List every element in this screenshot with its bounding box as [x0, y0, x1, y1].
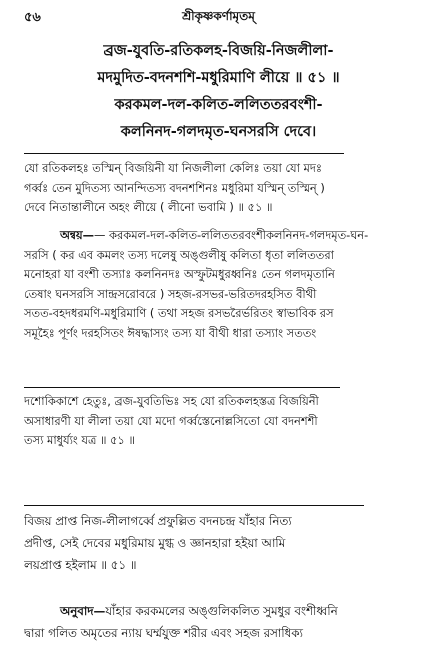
verse-line: মদমুদিত-বদনশশি-মধুরিমাণি লীয়ে ॥ ৫১ ॥: [97, 70, 340, 86]
commentary-line: অসাধারণী যা লীলা তয়া যো মদো গর্ব্বস্তেনোল্লসিতো যো বদনশশী: [24, 413, 318, 428]
commentary-block-1: [24, 159, 417, 218]
verse-line: ব্রজ-যুবতি-রতিকলহ-বিজয়ি-নিজলীলা-: [103, 43, 334, 59]
anvaya-line: তেষাং ঘনসরসি সান্দ্রসরোবরে ) সহজ-রসভর-ভরিতদরহসিত বীথী: [24, 286, 317, 301]
verse-line: করকমল-দল-কলিত-ললিততরবংশী-: [114, 97, 323, 113]
anuvad-line: যাঁহার করকমলের অঙ্গুলিকলিত সুমধুর বংশীধ্বনি: [105, 604, 338, 618]
divider: [24, 153, 344, 154]
verse-block: [24, 38, 413, 146]
commentary-line: যো রতিকলহঃ তস্মিন্ বিজয়িনী যা নিজলীলা কেলিঃ তয়া যো মদঃ: [24, 161, 322, 175]
anuvad-block: [24, 600, 417, 644]
translation-block: [24, 510, 417, 576]
commentary-line: দশোকিকাশে হেতুঃ, ব্রজ-যুবতিভিঃ সহ যো রতিকলহস্তত্র বিজয়িনী: [24, 394, 319, 408]
verse-line: কলনিনদ-গলদমৃত-ঘনসরসি দেবে।: [120, 124, 317, 140]
divider: [24, 505, 364, 506]
page-number: ৫৬: [24, 10, 41, 25]
commentary-line: গর্ব্বঃ তেন মুদিতস্য আনন্দিতস্য বদনশশিনঃ মধুরিমা যস্মিন্ তস্মিন্ ): [24, 180, 325, 195]
translation-line: বিজয় প্রাপ্ত নিজ-লীলাগর্ব্বে প্রফুল্লিত বদনচন্দ্র যাঁহার নিত্য: [24, 514, 292, 528]
running-title: শ্রীকৃষ্ণকর্ণামৃতম্: [182, 9, 255, 23]
anvaya-label: অন্বয়—: [60, 228, 95, 242]
commentary-line: তস্য মাধুর্য্যং যত্র ॥ ৫১ ॥: [24, 433, 135, 447]
anvaya-block: [24, 226, 417, 343]
anvaya-line: সরসি ( কর এব কমলং তস্য দলেষু অঙ্গুলীষু কলিতা ধৃতা ললিততরা: [24, 247, 334, 262]
anuvad-line: দ্বারা গলিত অমৃতের ন্যায় ঘর্ম্মযুক্ত শরীর এবং সহজ রসাধিক্য: [24, 626, 303, 640]
commentary-block-2: [24, 392, 417, 451]
divider: [24, 387, 340, 388]
anvaya-first-line: [24, 226, 417, 246]
commentary-line: দেবে নিতান্তালীনে অহং লীয়ে ( লীনো ভবামি ) ॥ ৫১ ॥: [24, 200, 273, 214]
translation-line: লয়প্রাপ্ত হইলাম ॥ ৫১ ॥: [24, 558, 137, 572]
anuvad-first-line: [24, 600, 417, 622]
page-header: [24, 8, 413, 30]
anvaya-line: সতত-বহদধরমণি-মধুরিমাণি ( তথা সহজ রসভরৈর্ভরিতং স্বাভাবিক রস: [24, 306, 334, 320]
anvaya-line: সমূহৈঃ পূর্ণং দরহসিতং ঈষদ্ধাস্যং তস্য যা বীথী ধারা তস্যাং সততং: [24, 325, 317, 340]
anvaya-line: — করকমল-দল-কলিত-ললিততরবংশীকলনিনদ-গলদমৃত-ঘন-: [94, 228, 369, 242]
anuvad-label: অনুবাদ—: [60, 604, 106, 618]
translation-line: প্রদীপ্ত, সেই দেবের মধুরিমায় মুগ্ধ ও জ্ঞানহারা হইয়া আমি: [24, 536, 286, 550]
anvaya-line: মনোহরা যা বংশী তস্যাঃ কলনিনদঃ অস্ফুটমধুরধ্বনিঃ তেন গলদমৃতানি: [24, 267, 335, 281]
